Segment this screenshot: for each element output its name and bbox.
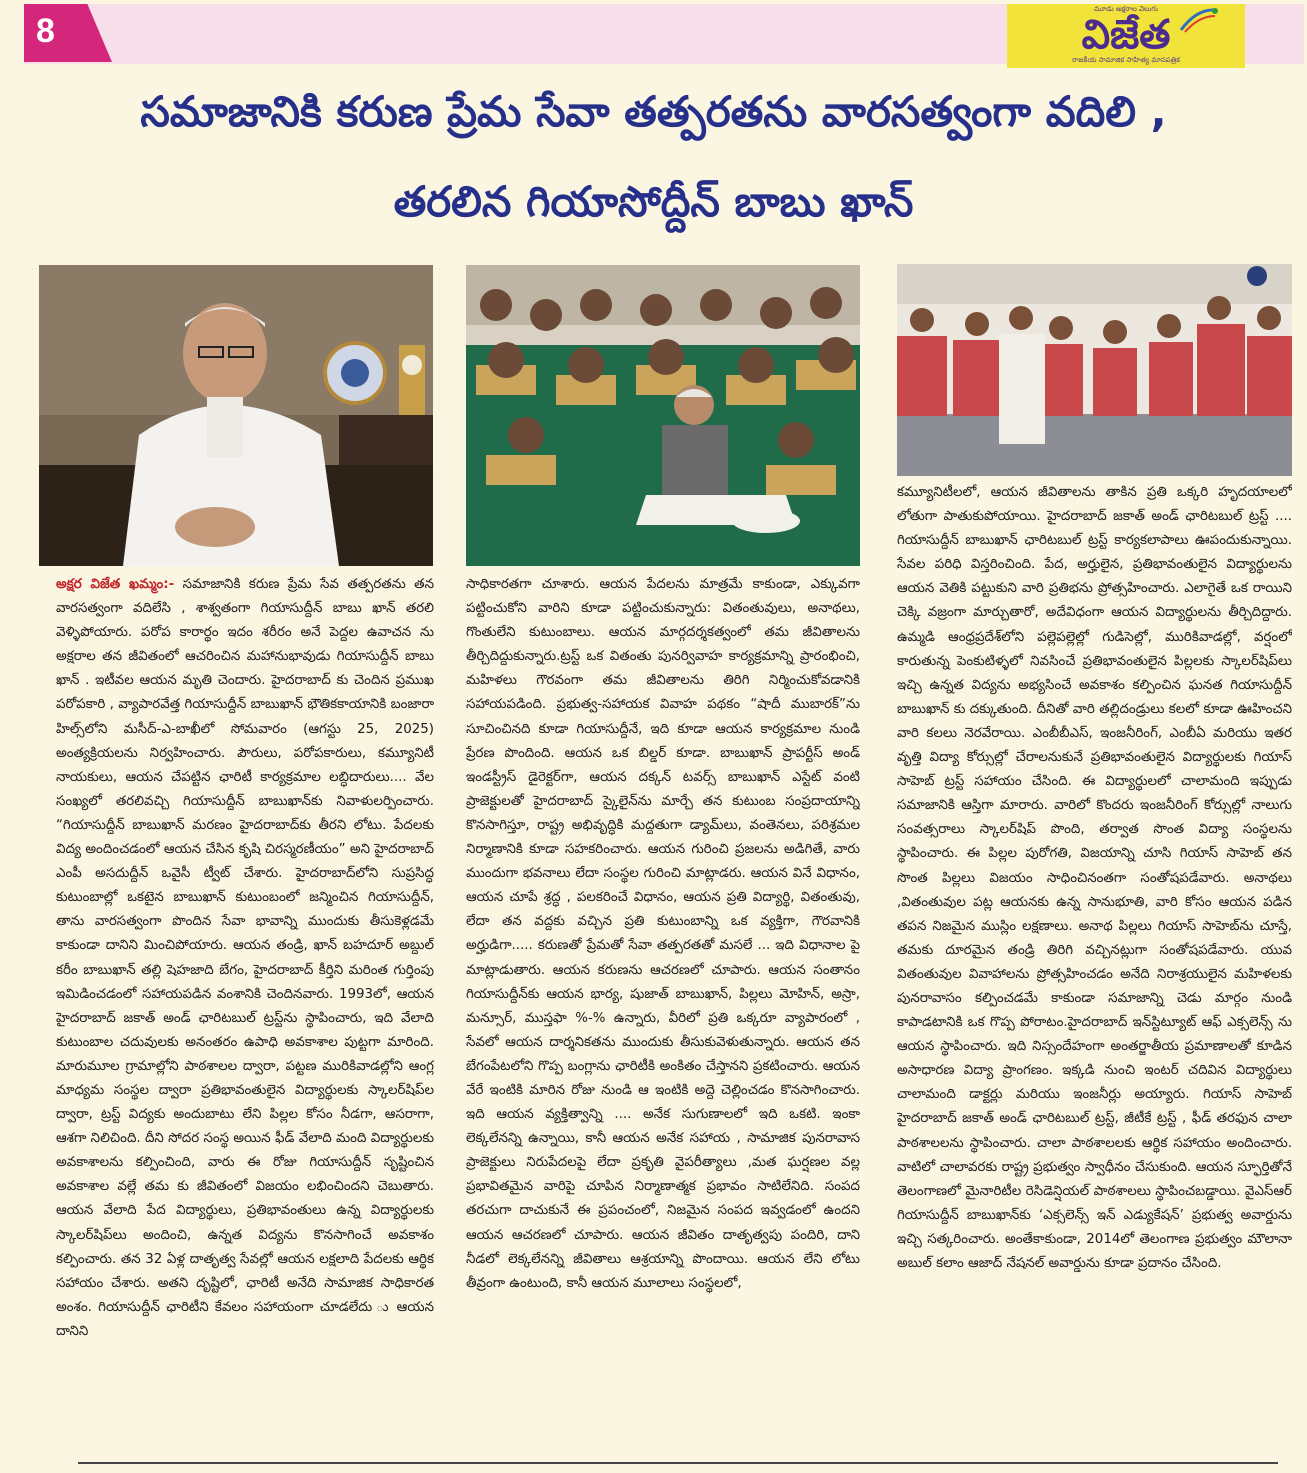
article-dateline: అక్షర విజేత ఖమ్మం:- <box>56 577 175 592</box>
masthead-logo <box>1007 4 1245 68</box>
logo-tagline-top: మూడు అక్షరాల వెలుగు <box>1094 5 1158 13</box>
photo-boys-group <box>897 264 1292 476</box>
headline-line-2: తరలిన గియాసోద్దీన్ బాబు ఖాన్ <box>393 177 914 226</box>
article-column-3: కమ్యూనిటీలలో, ఆయన జీవితాలను తాకిన ప్రతి ఒక్కరి హృదయాలలో లోతుగా పాతుకుపోయాయి. హైదరాబాద్ జకాత్ అండ్ ఛారిటబుల్ ట్రస్ట్ .... గియాసుద్దీన్ బాబుఖాన్ ఛారిటబుల్ ట్రస్ట్ కార్యకలాపాలు ఊపందుకున్నాయి. సేవల పరిధి విస్తరించింది. పేద, అర్హులైన, ప్రతిభావంతులైన విద్యార్థులను ఆయన వెతికి పట్టుకుని వారి ప్రతిభను ప్రోత్సహించారు. ఎలాగైతే ఒక రాయిని చెక్కి వజ్రంగా మార్చుతారో, అదేవిధంగా ఆయన విద్యార్థులను తీర్చిదిద్దారు. ఉమ్మడి ఆంధ్రప్రదేశ్‌లోని పల్లెపల్లెల్లో గుడిసెల్లో, మురికివాడల్లో, వర్షంలో కారుతున్న పెంకుటిళ్ళలో నివసించే ప్రతిభావంతులైన పిల్లలకు స్కాలర్‌షిప్‌లు ఇచ్చి ఉన్నత విద్యను అభ్యసించే అవకాశం కల్పించిన ఘనత గియాసుద్దీన్ బాబుఖాన్ కు దక్కుతుంది. దీనితో వారి తల్లిదండ్రులు కలలో కూడా ఊహించని వారి కలలు నెరవేరాయి. ఎంబీబీఎస్, ఇంజనీరింగ్, ఎంబీఏ మరియు ఇతర వృత్తి విద్యా కోర్సుల్లో చేరాలనుకునే ప్రతిభావంతులైన విద్యార్థులకు గియాస్ సాహెబ్ ట్రస్ట్ సహాయం చేసింది. ఈ విద్యార్థులలో చాలామంది ఇప్పుడు సమాజానికి ఆస్తిగా మారారు. వారిలో కొందరు ఇంజనీరింగ్ కోర్సుల్లో నాలుగు సంవత్సరాలు స్కాలర్‌షిప్ పొంది, తర్వాత సొంత విద్యా సంస్థలను స్థాపించారు. ఈ పిల్లల పురోగతి, విజయాన్ని చూసి గియాస్ సాహెబ్ తన సొంత పిల్లలు విజయం సాధించినంతగా సంతోషపడేవారు. అనాథలు ,వితంతువుల పట్ల ఆయనకు ఉన్న సానుభూతి, వారి కోసం ఆయన పడిన తపన నిజమైన ముస్లిం లక్షణాలు. అనాథ పిల్లలు గియాస్ సాహెబ్‌ను చూస్తే, తమకు దూరమైన తండ్రి తిరిగి వచ్చినట్లుగా సంతోషపడేవారు. యువ వితంతువుల వివాహాలను ప్రోత్సహించడం అనేది నిరాశ్రయులైన మహిళలకు పునరావాసం కల్పించడమే కాకుండా సమాజాన్ని చెడు మార్గం నుండి కాపాడటానికి ఒక గొప్ప పోరాటం.హైదరాబాద్ ఇన్‌స్టిట్యూట్ ఆఫ్ ఎక్సలెన్స్ ను ఆయన స్థాపించారు. ఇది నిస్సందేహంగా అంతర్జాతీయ ప్రమాణాలతో కూడిన అసాధారణ విద్యా ప్రాంగణం. ఇక్కడి నుంచి ఇంటర్ చదివిన విద్యార్థులు చాలామంది డాక్టర్లు మరియు ఇంజనీర్లు అయ్యారు. గియాస్ సాహెబ్ హైదరాబాద్ జకాత్ అండ్ ఛారిటబుల్ ట్రస్ట్, జీటీకే ట్రస్ట్ , ఫీడ్ తరఫున చాలా పాఠశాలలను స్థాపించారు. చాలా పాఠశాలలకు ఆర్థిక సహాయం అందించారు. వాటిలో చాలావరకు రాష్ట్ర ప్రభుత్వం స్వాధీనం చేసుకుంది. ఆయన స్ఫూర్తితోనే తెలంగాణలో మైనారిటీల రెసిడెన్షియల్ పాఠశాలలు స్థాపించబడ్డాయి. వైఎస్ఆర్ గియాసుద్దీన్ బాబుఖాన్‌కు ‘ఎక్సలెన్స్ ఇన్ ఎడ్యుకేషన్’ ప్రభుత్వ అవార్డును ఇచ్చి సత్కరించారు. అంతేకాకుండా, 2014లో తెలంగాణ ప్రభుత్వం మౌలానా అబుల్ కలాం ఆజాద్ నేషనల్ అవార్డును కూడా ప్రదానం చేసింది. <box>897 485 1292 1271</box>
bottom-rule <box>78 1462 1278 1464</box>
logo-tagline-bottom: రాజకీయ సామాజిక సాహిత్య మాసపత్రిక <box>1072 56 1180 64</box>
logo-swoosh-icon <box>1179 6 1219 34</box>
logo-title: విజేత <box>1081 12 1171 58</box>
article-column-1-text: సమాజానికి కరుణ ప్రేమ సేవ తత్పరతను తన వారసత్వంగా వదిలేసి , శాశ్వతంగా గియాసుద్దీన్ బాబు ఖాన్ తరలి వెళ్ళిపోయారు. పరోప కారార్థం ఇదం శరీరం అనే పెద్దల ఉవాచన ను అక్షరాల తన జీవితంలో ఆచరించిన మహానుభావుడు గియాసుద్దీన్ బాబు ఖాన్ . ఇటీవల ఆయన మృతి చెందారు. హైదరాబాద్ కు చెందిన ప్రముఖ పరోపకారి , వ్యాపారవేత్త గియాసుద్దీన్ బాబుఖాన్ భౌతికకాయానికి బంజారా హిల్స్‌లోని మసీద్-ఎ-బాఖీలో సోమవారం (ఆగస్టు 25, 2025) అంత్యక్రియలను నిర్వహించారు. పౌరులు, పరోపకారులు, కమ్యూనిటీ నాయకులు, ఆయన చేపట్టిన ఛారిటీ కార్యక్రమాల లబ్ధిదారులు.... వేల సంఖ్యలో తరలివచ్చి గియాసుద్దీన్ బాబుఖాన్‌కు నివాళులర్పించారు. “గియాసుద్దీన్ బాబుఖాన్ మరణం హైదరాబాద్‌కు తీరని లోటు. పేదలకు విద్య అందించడంలో ఆయన చేసిన కృషి చిరస్మరణీయం” అని హైదరాబాద్ ఎంపీ అసదుద్దీన్ ఒవైసీ ట్వీట్ చేశారు. హైదరాబాద్‌లోని సుప్రసిద్ధ కుటుంబాల్లో ఒకటైన బాబుఖాన్ కుటుంబంలో జన్మించిన గియాసుద్దీన్, తాను వారసత్వంగా పొందిన సేవా భావాన్ని ముందుకు తీసుకెళ్లడమే కాకుండా దానిని మించిపోయారు. ఆయన తండ్రి, ఖాన్ బహదూర్ అబ్దుల్ కరీం బాబుఖాన్ తల్లి షెహజాది బేగం, హైదరాబాద్ కీర్తిని మరింత గుర్తింపు ఇమిడించడంలో సహాయపడిన వంశానికి చెందినవారు. 1993లో, ఆయన హైదరాబాద్ జకాత్ అండ్ ఛారిటబుల్ ట్రస్ట్‌ను స్థాపించారు, ఇది వేలాది కుటుంబాల చదువులకు అనంతరం ఉపాధి అవకాశాల పుట్టగా మారింది. మారుమూల గ్రామాల్లోని పాఠశాలల ద్వారా, పట్టణ మురికివాడల్లోని ఆంగ్ల మాధ్యమ సంస్థల ద్వారా ప్రతిభావంతులైన విద్యార్థులకు స్కాలర్‌షిప్‌ల ద్వారా, ట్రస్ట్ విద్యకు అందుబాటు లేని పిల్లల కోసం నీడగా, ఆసరాగా, ఆశగా నిలిచింది. దీని సోదర సంస్థ అయిన ఫీడ్ వేలాది మంది విద్యార్థులకు అవకాశాలను కల్పించింది, వారు ఈ రోజు గియాసుద్దీన్ సృష్టించిన అవకాశాల వల్లే తమ కు జీవితంలో విజయం లభించిందని చెబుతారు. ఆయన వేలాది పేద విద్యార్థులు, ప్రతిభావంతులు ఉన్న విద్యార్థులకు స్కాలర్‌షిప్‌లు అందించి, ఉన్నత విద్యను కొనసాగించే అవకాశం కల్పించారు. తన 32 ఏళ్ల దాతృత్వ సేవల్లో ఆయన లక్షలాది పేదలకు ఆర్థిక సహాయం చేశారు. అతని దృష్టిలో, ఛారిటీ అనేది సామాజిక సాధికారత అంశం. గియాసుద్దీన్ ఛారిటీని కేవలం సహాయంగా చూడలేదు ు ఆయన దానిని <box>56 577 434 1339</box>
page-number: 8 <box>36 12 55 50</box>
article-column-2: సాధికారతగా చూశారు. ఆయన పేదలను మాత్రమే కాకుండా, ఎక్కువగా పట్టించుకోని వారిని కూడా పట్టించుకున్నారు: వితంతువులు, అనాథలు, గొంతులేని కుటుంబాలు. ఆయన మార్గదర్శకత్వంలో తమ జీవితాలను తీర్చిదిద్దుకున్నారు.ట్రస్ట్ ఒక వితంతు పునర్వివాహ కార్యక్రమాన్ని ప్రారంభించి, మహిళలు గౌరవంగా తమ జీవితాలను తిరిగి నిర్మించుకోవడానికి సహాయపడింది. ప్రభుత్వ-సహాయక వివాహ పథకం “షాదీ ముబారక్”ను సూచించినది కూడా గియాసుద్దీనే, ఇది కూడా ఆయన కార్యక్రమాల నుండి ప్రేరణ పొందింది. ఆయన ఒక బిల్డర్ కూడా. బాబుఖాన్ ప్రాపర్టీస్ అండ్ ఇండస్ట్రీస్ డైరెక్టర్‌గా, ఆయన దక్కన్ టవర్స్ బాబుఖాన్ ఎస్టేట్ వంటి ప్రాజెక్టులతో హైదరాబాద్ స్కైలైన్‌ను మార్చే తన కుటుంబ సంప్రదాయాన్ని కొనసాగిస్తూ, రాష్ట్ర అభివృద్ధికి మద్దతుగా డ్యామ్‌లు, వంతెనలు, పరిశ్రమల నిర్మాణానికి కూడా సహకరించారు. ఆయన గురించి ప్రజలను అడిగితే, వారు ముందుగా భవనాలు లేదా సంస్థల గురించి మాట్లాడరు. ఆయన వినే విధానం, ఆయన చూపే శ్రద్ధ , పలకరించే విధానం, ఆయన ప్రతి విద్యార్థి, వితంతువు, లేదా తన వద్దకు వచ్చిన ప్రతి కుటుంబాన్ని ఒక వ్యక్తిగా, గౌరవానికి అర్హుడిగా..... కరుణతో ప్రేమతో సేవా తత్పరతతో మసలే ... ఇది విధానాల పై మాట్లాడుతారు. ఆయన కరుణను ఆచరణలో చూపారు. ఆయన సంతానం గియాసుద్దీన్‌కు ఆయన భార్య, షుజాత్ బాబుఖాన్, పిల్లలు మోహిన్, అస్రా, మన్సూర్, ముస్తఫా %-% ఉన్నారు, వీరిలో ప్రతి ఒక్కరూ వ్యాపారంలో , సేవలో ఆయన దార్శనికతను ముందుకు తీసుకువెళుతున్నారు. ఆయన తన బేగంపేటలోని గొప్ప బంగ్లాను ఛారిటీకి అంకితం చేస్తానని ప్రకటించారు. ఆయన వేరే ఇంటికి మారిన రోజు నుండి ఆ ఇంటికి అద్దె చెల్లించడం కొనసాగించారు. ఇది ఆయన వ్యక్తిత్వాన్ని .... అనేక సుగుణాలలో ఇది ఒకటి. ఇంకా లెక్కలేనన్ని ఉన్నాయి, కానీ ఆయన అనేక సహాయ , సామాజిక పునరావాస ప్రాజెక్టులు నిరుపేదలపై లేదా ప్రకృతి వైపరీత్యాలు ,మత ఘర్షణల వల్ల ప్రభావితమైన వారిపై చూపిన నిర్మాణాత్మక ప్రభావం సాటిలేనిది. సంపద తరచుగా దాచుకునే ఈ ప్రపంచంలో, నిజమైన సంపద ఇవ్వడంలో ఉందని ఆయన ఆచరణలో చూపారు. ఆయన జీవితం దాతృత్వపు పందిరి, దాని నీడలో లెక్కలేనన్ని జీవితాలు ఆశ్రయాన్ని పొందాయి. ఆయన లేని లోటు తీవ్రంగా ఉంటుంది, కానీ ఆయన మూలాలు సంస్థలలో, <box>466 577 860 1291</box>
headline-line-1: సమాజానికి కరుణ ప్రేమ సేవా తత్పరతను వారసత్వంగా వదిలి , <box>140 87 1167 136</box>
article-column-1 <box>56 573 434 1453</box>
photo-portrait <box>39 265 433 566</box>
photo-students-group <box>466 265 860 566</box>
